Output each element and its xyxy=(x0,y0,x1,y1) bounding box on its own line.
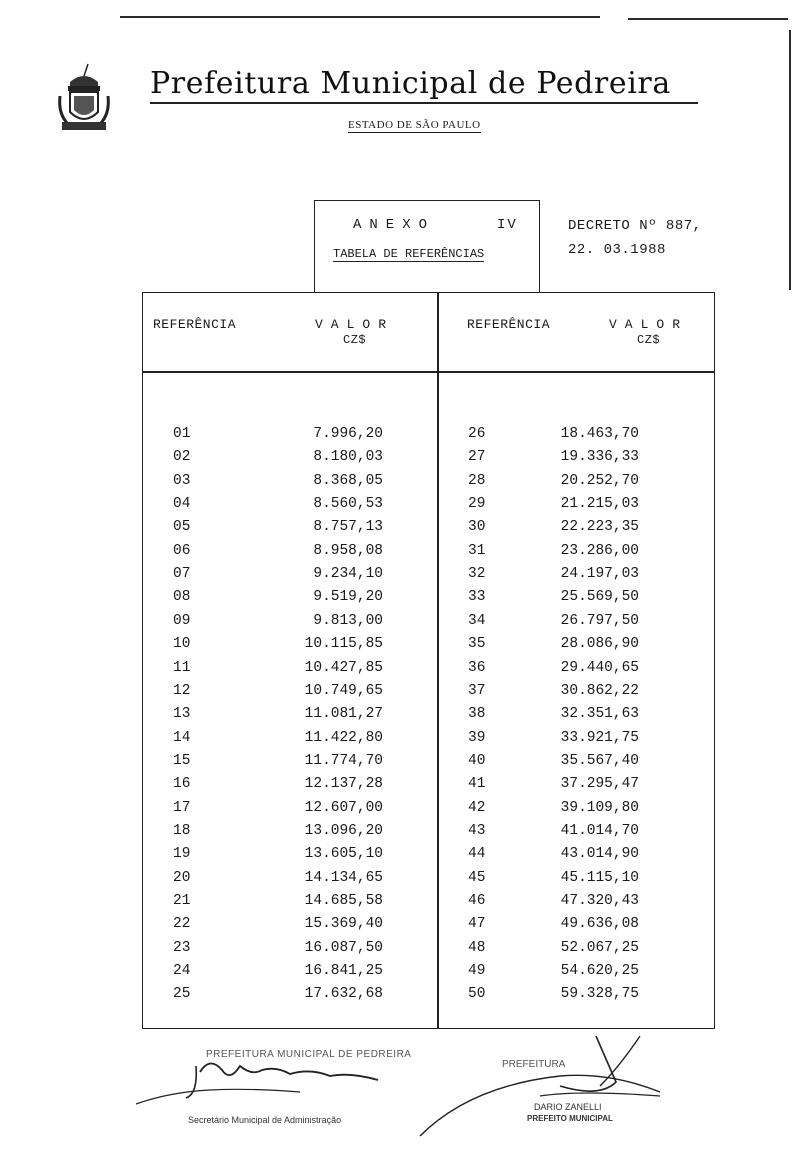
left-value-cell: 11.774,70 xyxy=(304,752,383,769)
table-row xyxy=(143,986,714,1009)
right-value-cell: 43.014,90 xyxy=(560,846,639,863)
table-row xyxy=(143,543,714,566)
left-ref-cell: 12 xyxy=(173,682,191,699)
table-row xyxy=(143,753,714,776)
left-value-cell: 7.996,20 xyxy=(313,426,383,442)
left-value-cell: 12.607,00 xyxy=(304,799,383,816)
left-signature-icon xyxy=(136,1063,378,1104)
right-ref-cell: 30 xyxy=(468,519,486,536)
left-ref-cell: 18 xyxy=(173,822,191,839)
right-ref-cell: 45 xyxy=(468,869,486,886)
left-ref-cell: 11 xyxy=(173,659,191,676)
table-row xyxy=(143,846,714,869)
decree-number: DECRETO Nº 887, xyxy=(568,218,702,234)
table-row xyxy=(143,449,714,472)
table-row xyxy=(143,473,714,496)
left-value-cell: 8.560,53 xyxy=(313,496,383,513)
annex-number: IV xyxy=(497,217,518,233)
right-value-cell: 37.295,47 xyxy=(560,776,639,793)
right-value-cell: 59.328,75 xyxy=(560,986,639,1003)
left-value-cell: 9.519,20 xyxy=(313,589,383,606)
right-value-cell: 22.223,35 xyxy=(560,519,639,536)
right-ref-cell: 26 xyxy=(468,426,486,442)
right-ref-cell: 50 xyxy=(468,986,486,1003)
table-row xyxy=(143,893,714,916)
right-ref-cell: 42 xyxy=(468,799,486,816)
top-rule-left xyxy=(120,16,600,18)
right-ref-cell: 27 xyxy=(468,449,486,466)
left-signature-stamp: PREFEITURA MUNICIPAL DE PEDREIRA xyxy=(206,1049,412,1060)
table-row xyxy=(143,940,714,963)
left-value-cell: 10.115,85 xyxy=(304,636,383,653)
right-ref-cell: 46 xyxy=(468,893,486,909)
left-value-cell: 8.958,08 xyxy=(313,542,383,559)
table-row xyxy=(143,660,714,683)
right-value-cell: 49.636,08 xyxy=(560,916,639,933)
left-ref-cell: 16 xyxy=(173,776,191,793)
left-value-cell: 9.234,10 xyxy=(313,566,383,583)
left-ref-cell: 06 xyxy=(173,542,191,559)
left-ref-cell: 09 xyxy=(173,612,191,629)
table-row xyxy=(143,636,714,659)
right-value-cell: 24.197,03 xyxy=(560,566,639,583)
right-value-cell: 35.567,40 xyxy=(560,752,639,769)
right-value-cell: 19.336,33 xyxy=(560,449,639,466)
right-ref-cell: 36 xyxy=(468,659,486,676)
left-ref-cell: 13 xyxy=(173,706,191,723)
right-ref-cell: 49 xyxy=(468,963,486,980)
right-edge-rule xyxy=(789,30,791,290)
left-ref-header: REFERÊNCIA xyxy=(153,317,237,332)
right-value-cell: 20.252,70 xyxy=(560,472,639,489)
coat-of-arms-icon xyxy=(54,62,114,134)
left-value-cell: 12.137,28 xyxy=(304,776,383,793)
top-rule-right xyxy=(628,18,788,20)
right-ref-cell: 29 xyxy=(468,496,486,513)
table-row xyxy=(143,916,714,939)
left-value-cell: 8.368,05 xyxy=(313,472,383,489)
left-ref-cell: 23 xyxy=(173,939,191,956)
left-ref-cell: 17 xyxy=(173,799,191,816)
right-value-cell: 41.014,70 xyxy=(560,822,639,839)
right-ref-header: REFERÊNCIA xyxy=(467,317,551,332)
table-row xyxy=(143,870,714,893)
table-row xyxy=(143,730,714,753)
left-value-cell: 14.134,65 xyxy=(304,869,383,886)
left-value-cell: 9.813,00 xyxy=(313,612,383,629)
right-ref-cell: 37 xyxy=(468,682,486,699)
left-value-cell: 17.632,68 xyxy=(304,986,383,1003)
annex-title: ANEXO xyxy=(353,217,436,233)
left-value-cell: 8.180,03 xyxy=(313,449,383,466)
right-ref-cell: 39 xyxy=(468,729,486,746)
right-value-cell: 32.351,63 xyxy=(560,706,639,723)
right-value-cell: 39.109,80 xyxy=(560,799,639,816)
left-ref-cell: 05 xyxy=(173,519,191,536)
right-value-cell: 26.797,50 xyxy=(560,612,639,629)
left-value-cell: 10.749,65 xyxy=(304,682,383,699)
right-ref-cell: 35 xyxy=(468,636,486,653)
left-value-cell: 8.757,13 xyxy=(313,519,383,536)
annex-subtitle: TABELA DE REFERÊNCIAS xyxy=(333,247,485,261)
reference-table xyxy=(142,292,715,1029)
left-value-cell: 14.685,58 xyxy=(304,893,383,909)
right-value-cell: 33.921,75 xyxy=(560,729,639,746)
right-value-cell: 21.215,03 xyxy=(560,496,639,513)
left-value-cell: 16.087,50 xyxy=(304,939,383,956)
right-ref-cell: 47 xyxy=(468,916,486,933)
left-ref-cell: 24 xyxy=(173,963,191,980)
left-value-header: VALOR xyxy=(315,317,395,332)
left-value-cell: 13.096,20 xyxy=(304,822,383,839)
right-currency-header: CZ$ xyxy=(637,333,661,347)
left-ref-cell: 25 xyxy=(173,986,191,1003)
decree-info xyxy=(568,214,702,262)
table-header-divider xyxy=(143,371,714,373)
left-value-cell: 11.081,27 xyxy=(304,706,383,723)
left-ref-cell: 14 xyxy=(173,729,191,746)
right-ref-cell: 40 xyxy=(468,752,486,769)
right-signature-stamp: PREFEITURA xyxy=(502,1059,566,1070)
table-row xyxy=(143,823,714,846)
right-ref-cell: 34 xyxy=(468,612,486,629)
left-value-cell: 10.427,85 xyxy=(304,659,383,676)
right-value-cell: 28.086,90 xyxy=(560,636,639,653)
right-value-cell: 54.620,25 xyxy=(560,963,639,980)
left-ref-cell: 20 xyxy=(173,869,191,886)
left-ref-cell: 03 xyxy=(173,472,191,489)
left-signature-role: Secretário Municipal de Administração xyxy=(188,1115,342,1125)
table-row xyxy=(143,800,714,823)
right-value-header: VALOR xyxy=(609,317,689,332)
left-ref-cell: 08 xyxy=(173,589,191,606)
left-ref-cell: 07 xyxy=(173,566,191,583)
table-row xyxy=(143,776,714,799)
table-row xyxy=(143,706,714,729)
table-row xyxy=(143,566,714,589)
right-value-cell: 23.286,00 xyxy=(560,542,639,559)
right-value-cell: 30.862,22 xyxy=(560,682,639,699)
right-value-cell: 29.440,65 xyxy=(560,659,639,676)
decree-date: 22. 03.1988 xyxy=(568,242,666,258)
left-ref-cell: 02 xyxy=(173,449,191,466)
right-ref-cell: 41 xyxy=(468,776,486,793)
left-ref-cell: 21 xyxy=(173,893,191,909)
right-value-cell: 45.115,10 xyxy=(560,869,639,886)
municipality-title: Prefeitura Municipal de Pedreira xyxy=(150,66,671,101)
table-row xyxy=(143,683,714,706)
left-ref-cell: 10 xyxy=(173,636,191,653)
right-ref-cell: 28 xyxy=(468,472,486,489)
right-ref-cell: 31 xyxy=(468,542,486,559)
table-row xyxy=(143,519,714,542)
table-row xyxy=(143,496,714,519)
annex-box xyxy=(314,200,540,293)
left-ref-cell: 01 xyxy=(173,426,191,442)
right-ref-cell: 38 xyxy=(468,706,486,723)
right-ref-cell: 48 xyxy=(468,939,486,956)
right-ref-cell: 33 xyxy=(468,589,486,606)
left-ref-cell: 22 xyxy=(173,916,191,933)
right-ref-cell: 32 xyxy=(468,566,486,583)
right-value-cell: 47.320,43 xyxy=(560,893,639,909)
state-subtitle: ESTADO DE SÃO PAULO xyxy=(348,119,481,131)
right-value-cell: 52.067,25 xyxy=(560,939,639,956)
left-ref-cell: 19 xyxy=(173,846,191,863)
left-ref-cell: 04 xyxy=(173,496,191,513)
left-currency-header: CZ$ xyxy=(343,333,367,347)
left-ref-cell: 15 xyxy=(173,752,191,769)
left-value-cell: 11.422,80 xyxy=(304,729,383,746)
title-underline xyxy=(150,102,698,104)
right-signature-name: DARIO ZANELLI xyxy=(534,1102,602,1112)
left-value-cell: 15.369,40 xyxy=(304,916,383,933)
right-value-cell: 18.463,70 xyxy=(560,426,639,442)
right-signature-role: PREFEITO MUNICIPAL xyxy=(527,1114,613,1123)
table-row xyxy=(143,963,714,986)
table-row xyxy=(143,613,714,636)
left-value-cell: 13.605,10 xyxy=(304,846,383,863)
table-row xyxy=(143,426,714,449)
right-value-cell: 25.569,50 xyxy=(560,589,639,606)
left-value-cell: 16.841,25 xyxy=(304,963,383,980)
table-row xyxy=(143,589,714,612)
right-ref-cell: 44 xyxy=(468,846,486,863)
right-ref-cell: 43 xyxy=(468,822,486,839)
